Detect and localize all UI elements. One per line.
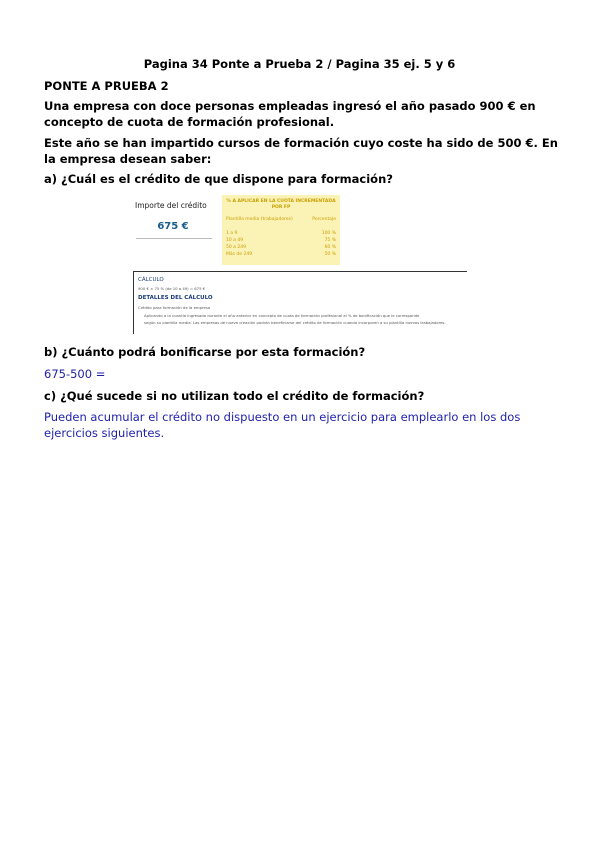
answer-b: 675-500 = [44,367,106,381]
details-text-2: según su plantilla media. Las empresas de nueva creación podrán beneficiarse del crédito de formación cuando incorporen a su plantilla nuevos trabajadores. [144,320,446,325]
page-title: Pagina 34 Ponte a Prueba 2 / Pagina 35 ej. 5 y 6 [143,57,456,71]
credit-value: 675 € [157,221,189,232]
answer-c: Pueden acumular el crédito no dispuesto en un ejercicio para emplearlo en los dos ejercicios siguientes. [44,410,521,440]
details-heading: DETALLES DEL CÁLCULO [138,295,213,301]
percentage-table-panel [222,195,340,265]
row-3-range: 50 a 249 [226,245,246,250]
row-2-pct: 75 % [324,238,336,243]
credit-calculator-image [130,195,342,265]
question-c: c) ¿Qué sucede si no utilizan todo el crédito de formación? [44,389,425,403]
col1-header: Plantilla media (trabajadores) [226,217,293,222]
calculation-details-image [133,271,467,334]
col2-header: Porcentaje [312,217,336,222]
statement-2: Este año se han impartido cursos de formación cuyo coste ha sido de 500 €. En la empresa desean saber: [44,136,558,166]
row-3-pct: 60 % [324,245,336,250]
section-heading: PONTE A PRUEBA 2 [44,79,169,93]
panel-title: % A APLICAR EN LA CUOTA INCREMENTADA POR FP [226,199,336,210]
row-1-range: 1 a 9 [226,231,238,236]
details-text-1: Aplicando a la cuantía ingresada durante el año anterior en concepto de cuota de formación profesional el % de bonificación que le corresponde [144,313,420,318]
details-subheading: Crédito para formación de la empresa [138,305,211,310]
row-1-pct: 100 % [321,231,336,236]
calc-line: 900 € × 75 % (de 10 a 49) = 675 € [138,286,206,291]
row-4-pct: 50 % [324,252,336,257]
credit-result-box [130,195,216,265]
calc-heading: CÁLCULO [138,277,164,283]
row-4-range: Más de 249 [226,252,253,257]
question-a: a) ¿Cuál es el crédito de que dispone para formación? [44,172,393,186]
row-2-range: 10 a 49 [226,238,244,243]
question-b: b) ¿Cuánto podrá bonificarse por esta formación? [44,345,366,359]
divider [136,238,212,239]
credit-label: Importe del crédito [135,201,207,210]
statement-1: Una empresa con doce personas empleadas ingresó el año pasado 900 € en concepto de cuota de formación profesional. [44,99,536,129]
